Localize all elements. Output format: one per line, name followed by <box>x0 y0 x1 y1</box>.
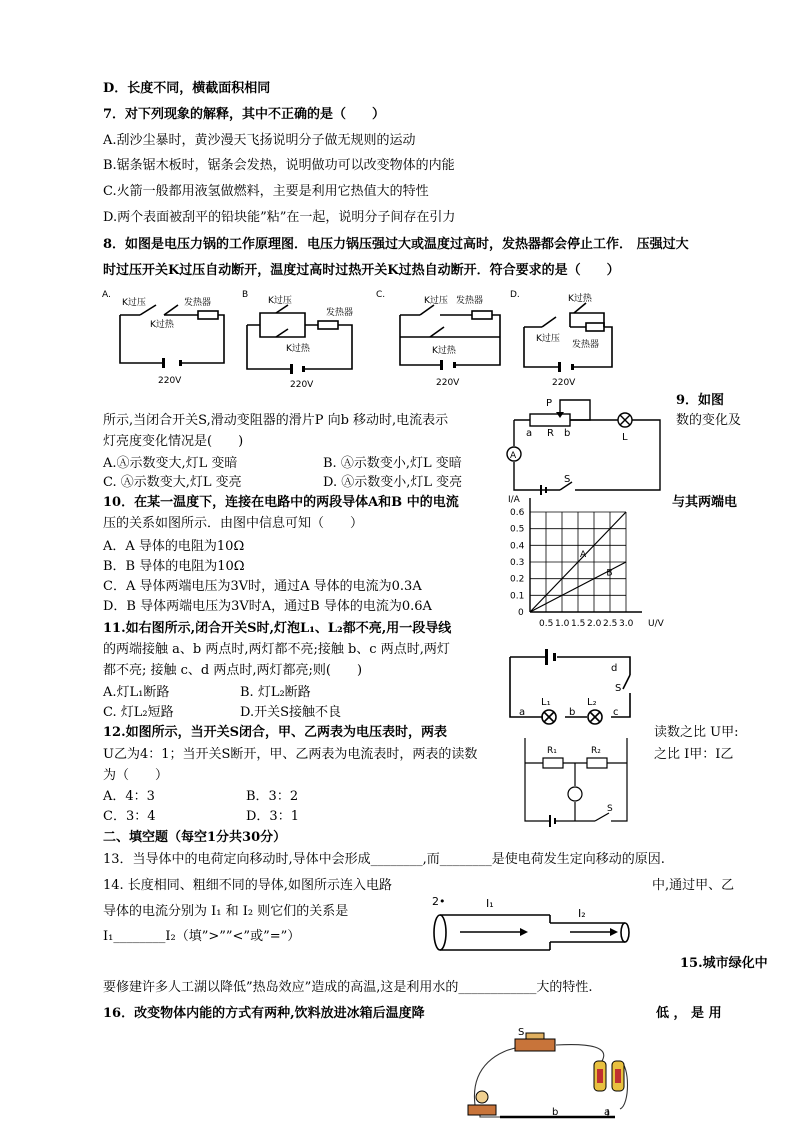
fig11-d: d <box>611 663 618 674</box>
fig12-r1: R₁ <box>547 746 557 756</box>
question-14-line3: I₁________I₂（填”>””<”或”=”） <box>103 929 301 944</box>
fig8-c-heater: 发热器 <box>456 296 484 306</box>
fig10-ytick: 0.6 <box>510 508 525 518</box>
fig10-xlabel: U/V <box>648 619 664 629</box>
fig11-l1: L₁ <box>541 697 551 708</box>
figure-12-circuit <box>515 733 635 828</box>
question-9-cont: 数的变化及 <box>676 413 742 428</box>
fig8-label-b: B <box>242 290 249 300</box>
fig10-xtick: 2.5 <box>603 619 618 629</box>
option-12b: B．3：2 <box>246 789 299 804</box>
option-11c: C. 灯L₂短路 <box>103 705 174 720</box>
text-line: D．长度不同，横截面积相同 <box>103 81 271 96</box>
figure-9-circuit <box>500 390 670 500</box>
fig11-l2: L₂ <box>587 697 597 708</box>
option-7a: A.刮沙尘暴时，黄沙漫天飞扬说明分子做无规则的运动 <box>103 133 416 148</box>
fig8-c-kh: K过热 <box>432 346 456 356</box>
question-13: 13．当导体中的电荷定向移动时,导体中会形成________,而________是使电荷发生定向移动的原因. <box>103 852 665 867</box>
option-10b: B．B 导体的电阻为10Ω <box>103 559 245 574</box>
question-7: 7．对下列现象的解释，其中不正确的是（ ） <box>103 107 386 122</box>
question-8: 8．如图是电压力锅的工作原理图．电压力锅压强过大或温度过高时，发热器都会停止工作． 压强过大 <box>103 237 689 252</box>
question-10-line2: 压的关系如图所示．由图中信息可知（ ） <box>103 516 364 531</box>
fig10-ytick: 0.3 <box>510 558 525 568</box>
question-9-line2: 灯亮度变化情况是( ) <box>103 434 244 449</box>
fig8-label-a: A. <box>102 290 111 300</box>
question-10-cont: 与其两端电 <box>672 495 738 510</box>
figure-10-chart <box>500 492 665 632</box>
fig10-xtick: 3.0 <box>619 619 634 629</box>
question-16-cont: 低 ， 是 用 <box>656 1006 722 1021</box>
fig8-c-voltage: 220V <box>436 378 460 388</box>
fig8-d-voltage: 220V <box>552 378 576 388</box>
question-14: 14. 长度相同、粗细不同的导体,如图所示连入电路 <box>103 878 392 893</box>
fig16-a: a <box>604 1107 611 1118</box>
fig10-ytick: 0.1 <box>510 591 525 602</box>
fig9-r: R <box>547 428 554 439</box>
fig8-b-voltage: 220V <box>290 380 314 390</box>
fig10-series-a-label: A <box>580 550 587 560</box>
option-7b: B.锯条锯木板时，锯条会发热，说明做功可以改变物体的内能 <box>103 158 455 173</box>
question-10: 10．在某一温度下，连接在电路中的两段导体A和B 中的电流 <box>103 495 459 510</box>
fig11-c: c <box>613 707 619 718</box>
fig11-s: S <box>615 683 622 694</box>
question-9-head: 9．如图 <box>676 393 725 408</box>
fig9-s: S <box>564 474 571 485</box>
fig12-r2: R₂ <box>591 746 601 756</box>
option-10a: A．A 导体的电阻为10Ω <box>103 539 245 554</box>
question-11-line3: 都不亮; 接触 c、d 两点时,两灯都亮;则( ) <box>103 663 363 678</box>
fig16-s: S <box>518 1027 525 1038</box>
fig10-ytick: 0 <box>518 608 524 618</box>
fig10-xtick: 1.0 <box>555 619 570 629</box>
fig10-ylabel: I/A <box>508 495 520 505</box>
option-12c: C．3：4 <box>103 809 156 824</box>
fig10-series-b-label: B <box>606 568 613 579</box>
fig9-p: P <box>546 398 553 409</box>
question-15-head: 15.城市绿化中 <box>680 956 768 971</box>
fig12-s: S <box>607 804 613 814</box>
option-10c: C．A 导体两端电压为3V时，通过A 导体的电流为0.3A <box>103 579 422 594</box>
fig8-a-kh: K过热 <box>150 320 174 330</box>
option-11a: A.灯L₁断路 <box>103 685 170 700</box>
fig8-a-voltage: 220V <box>158 376 182 386</box>
fig11-b: b <box>569 707 576 718</box>
fig8-b-kp: K过压 <box>268 296 292 306</box>
fig8-c-kp: K过压 <box>424 296 448 306</box>
option-12d: D．3：1 <box>246 809 299 824</box>
fig16-b: b <box>552 1107 559 1118</box>
option-11b: B. 灯L₂断路 <box>240 685 311 700</box>
fig11-a: a <box>519 707 526 718</box>
question-9: 所示,当闭合开关S,滑动变阻器的滑片P 向b 移动时,电流表示 <box>103 413 449 428</box>
fig8-d-kp: K过压 <box>536 334 560 344</box>
question-12-cont: 读数之比 U甲: <box>654 725 739 740</box>
section-heading: 二、填空题（每空1分共30分） <box>103 830 287 845</box>
question-14-cont: 中,通过甲、乙 <box>652 878 735 893</box>
question-16: 16．改变物体内能的方式有两种,饮料放进冰箱后温度降 <box>103 1006 425 1021</box>
fig10-ytick: 0.5 <box>510 524 525 535</box>
question-12-line3: 为（ ） <box>103 768 169 783</box>
fig8-a-heater: 发热器 <box>184 298 212 308</box>
question-15: 要修建许多人工湖以降低”热岛效应”造成的高温,这是利用水的____________大的特性. <box>103 980 593 995</box>
option-9a: A.Ⓐ示数变大,灯L 变暗 <box>103 456 238 471</box>
fig10-xtick: 1.5 <box>571 619 586 629</box>
option-7d: D.两个表面被刮平的铅块能”粘”在一起，说明分子间存在引力 <box>103 210 456 225</box>
figure-11-circuit <box>505 645 645 730</box>
option-10d: D．B 导体两端电压为3V时A，通过B 导体的电流为0.6A <box>103 599 432 614</box>
fig8-label-d: D. <box>510 290 520 300</box>
fig8-d-heater: 发热器 <box>572 340 600 350</box>
option-12a: A．4：3 <box>103 789 155 804</box>
figure-8-circuits <box>100 285 620 390</box>
fig8-a-kp: K过压 <box>122 298 146 308</box>
fig14-i1: I₁ <box>486 897 494 910</box>
option-7c: C.火箭一般都用液氢做燃料，主要是利用它热值大的特性 <box>103 184 429 199</box>
question-8-cont: 时过压开关K过压自动断开，温度过高时过热开关K过热自动断开．符合要求的是（ ） <box>103 263 620 278</box>
fig9-b: b <box>564 428 571 439</box>
fig14-mark: 2• <box>432 895 446 908</box>
option-9c: C. Ⓐ示数变大,灯L 变亮 <box>103 475 242 490</box>
question-14-line2: 导体的电流分别为 I₁ 和 I₂ 则它们的关系是 <box>103 904 349 919</box>
question-11-line2: 的两端接触 a、b 两点时,两灯都不亮;接触 b、c 两点时,两灯 <box>103 642 450 657</box>
fig8-label-c: C. <box>376 290 386 300</box>
fig9-l: L <box>622 432 628 443</box>
figure-16-circuit <box>460 1025 640 1120</box>
question-11: 11.如右图所示,闭合开关S时,灯泡L₁、L₂都不亮,用一段导线 <box>103 621 452 636</box>
fig8-d-kh: K过热 <box>568 294 592 304</box>
fig10-xtick: 0.5 <box>539 619 554 629</box>
fig9-ammeter: A <box>510 451 517 461</box>
fig10-xtick: 2.0 <box>587 619 602 629</box>
question-12-cont2: 之比 I甲：I乙 <box>654 747 734 762</box>
option-11d: D.开关S接触不良 <box>240 705 341 720</box>
option-9d: D. Ⓐ示数变小,灯L 变亮 <box>323 475 463 490</box>
question-12-line2: U乙为4：1；当开关S断开，甲、乙两表为电流表时，两表的读数 <box>103 747 478 762</box>
fig10-ytick: 0.2 <box>510 574 525 585</box>
option-9b: B. Ⓐ示数变小,灯L 变暗 <box>323 456 462 471</box>
figure-14-conductors <box>430 895 640 955</box>
fig9-a: a <box>526 428 533 439</box>
question-12: 12.如图所示，当开关S闭合，甲、乙两表为电压表时，两表 <box>103 725 448 740</box>
fig10-ytick: 0.4 <box>510 541 525 552</box>
fig8-b-heater: 发热器 <box>326 308 354 318</box>
fig14-i2: I₂ <box>578 907 586 920</box>
fig8-b-kh: K过热 <box>286 344 310 354</box>
